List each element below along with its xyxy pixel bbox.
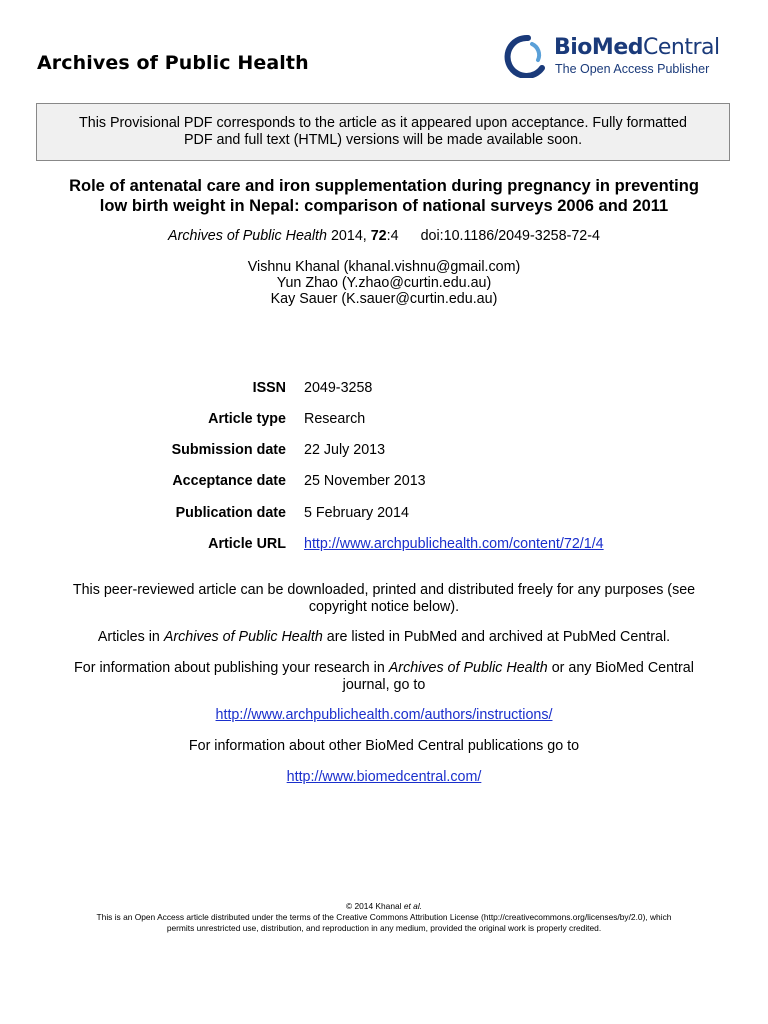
metadata-label: Article URL <box>208 536 286 552</box>
publishing-suffix: or any BioMed Central <box>551 660 694 676</box>
pubmed-paragraph <box>30 629 738 646</box>
pubmed-prefix: Articles in <box>97 629 160 645</box>
license-footer <box>30 901 738 934</box>
citation-year: 2014, <box>330 228 367 244</box>
page-header <box>0 0 768 95</box>
metadata-label: Article type <box>208 411 286 427</box>
logo-tagline: The Open Access Publisher <box>555 62 710 76</box>
metadata-row-article-url <box>0 536 768 556</box>
peer-review-line-2: copyright notice below). <box>308 598 460 615</box>
article-citation <box>0 228 768 244</box>
citation-volume: 72 <box>370 228 387 244</box>
journal-title: Archives of Public Health <box>37 52 309 74</box>
logo-wordmark <box>554 35 720 60</box>
biomed-central-logo <box>498 32 738 80</box>
copyright-text: © 2014 Khanal <box>345 901 402 911</box>
metadata-label: Acceptance date <box>172 473 286 489</box>
pubmed-suffix: are listed in PubMed and archived at PubMed Central. <box>326 629 671 645</box>
pubmed-journal: Archives of Public Health <box>163 629 323 645</box>
publishing-line-2: journal, go to <box>342 676 426 693</box>
license-line-2: permits unrestricted use, distribution, and reproduction in any medium, provided the original work is properly credited. <box>166 923 602 933</box>
title-line-1: Role of antenatal care and iron supplementation during pregnancy in preventing <box>69 177 699 195</box>
metadata-row-acceptance-date <box>0 473 768 493</box>
logo-brand-regular: Central <box>643 35 720 60</box>
article-title <box>20 176 748 216</box>
publishing-info-paragraph <box>30 660 738 693</box>
metadata-label: Publication date <box>175 505 286 521</box>
publishing-journal: Archives of Public Health <box>388 660 548 676</box>
logo-brand-bold: BioMed <box>554 35 643 60</box>
provisional-notice-box <box>36 103 730 161</box>
article-url-link[interactable]: http://www.archpublichealth.com/content/72/1/4 <box>304 536 604 552</box>
metadata-row-issn <box>0 380 768 400</box>
instructions-link-row <box>30 707 738 724</box>
biomedcentral-link[interactable]: http://www.biomedcentral.com/ <box>286 769 482 785</box>
metadata-value: 25 November 2013 <box>304 473 426 489</box>
metadata-row-publication-date <box>0 505 768 525</box>
metadata-row-submission-date <box>0 442 768 462</box>
metadata-value: 22 July 2013 <box>304 442 386 458</box>
peer-review-line-1: This peer-reviewed article can be downloaded, printed and distributed freely for any purposes (see <box>72 582 696 598</box>
publishing-prefix: For information about publishing your research in <box>74 660 385 676</box>
author-3: Kay Sauer (K.sauer@curtin.edu.au) <box>270 291 498 307</box>
citation-doi: doi:10.1186/2049-3258-72-4 <box>420 228 600 244</box>
notice-line-1: This Provisional PDF corresponds to the article as it appeared upon acceptance. Fully formatted <box>79 115 687 131</box>
license-line-1: This is an Open Access article distributed under the terms of the Creative Commons Attribution License (http://creativecommons.org/licenses/by/2.0), which <box>96 912 672 922</box>
metadata-value: Research <box>304 411 366 427</box>
author-list <box>0 259 768 307</box>
citation-journal: Archives of Public Health <box>168 228 327 244</box>
metadata-label: Submission date <box>171 442 286 458</box>
biomed-arc-logo-icon <box>498 34 552 78</box>
metadata-row-article-type <box>0 411 768 431</box>
metadata-label: ISSN <box>252 380 286 396</box>
metadata-value: 5 February 2014 <box>304 505 409 521</box>
notice-line-2: PDF and full text (HTML) versions will be made available soon. <box>183 132 583 148</box>
author-1: Vishnu Khanal (khanal.vishnu@gmail.com) <box>247 259 521 275</box>
other-publications-text: For information about other BioMed Central publications go to <box>188 738 580 754</box>
peer-review-paragraph <box>30 582 738 615</box>
biomed-link-row <box>30 769 738 786</box>
citation-issue: :4 <box>386 228 399 244</box>
author-instructions-link[interactable]: http://www.archpublichealth.com/authors/instructions/ <box>215 707 553 723</box>
author-2: Yun Zhao (Y.zhao@curtin.edu.au) <box>276 275 492 291</box>
metadata-value: 2049-3258 <box>304 380 373 396</box>
copyright-etal: et al. <box>403 901 423 911</box>
title-line-2: low birth weight in Nepal: comparison of national surveys 2006 and 2011 <box>99 197 669 215</box>
